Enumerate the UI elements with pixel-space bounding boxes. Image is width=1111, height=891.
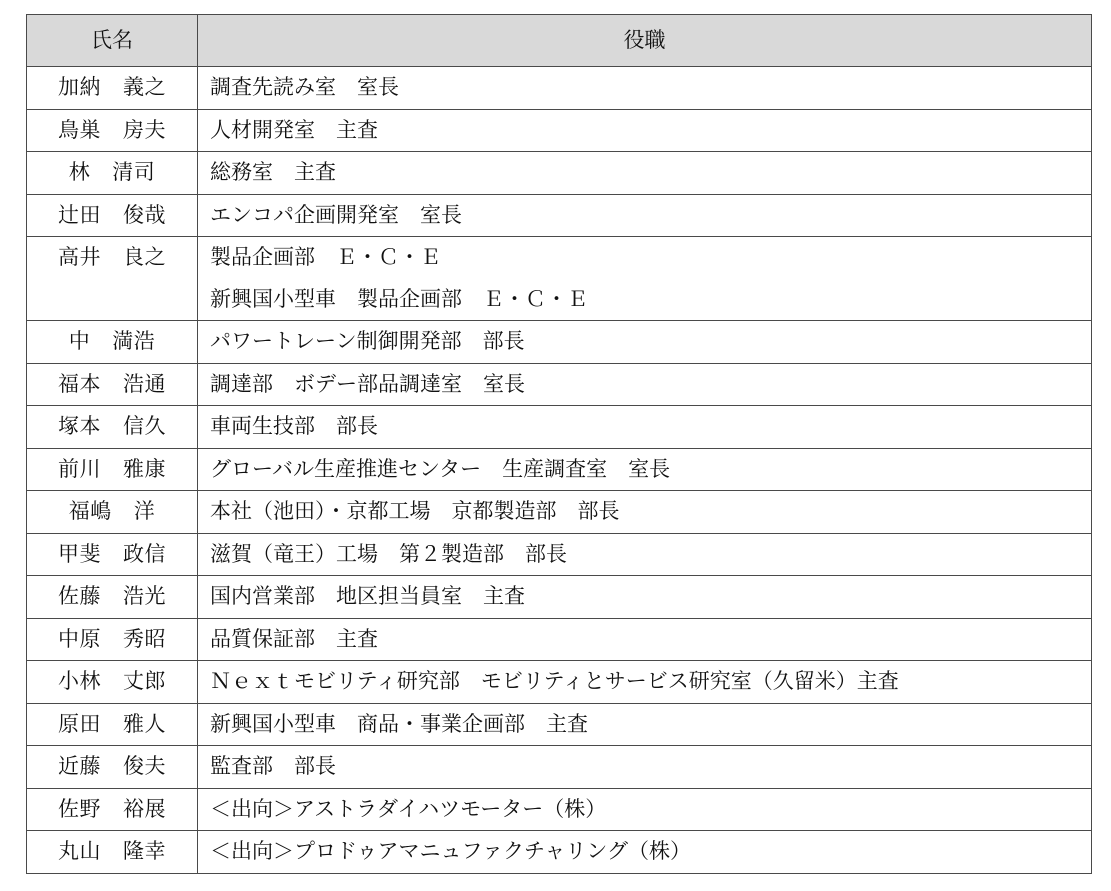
table-row	[27, 533, 1092, 576]
person-name-cell	[27, 618, 198, 661]
role-cell	[198, 152, 1092, 195]
surname: 高井	[58, 245, 101, 269]
role-cell	[198, 448, 1092, 491]
person-name-cell	[27, 194, 198, 237]
role-cell	[198, 237, 1092, 321]
role-line: 総務室 主査	[210, 160, 336, 184]
header-row	[27, 15, 1092, 67]
surname: 林	[68, 160, 91, 184]
role-line: 製品企画部 Ｅ・Ｃ・Ｅ	[210, 245, 441, 269]
given-name: 浩通	[123, 371, 166, 396]
given-name: 俊哉	[123, 202, 166, 227]
role-cell	[198, 321, 1092, 364]
role-line: 車両生技部 部長	[210, 414, 378, 438]
table-row	[27, 363, 1092, 406]
role-line: エンコパ企画開発室 室長	[210, 202, 462, 227]
surname: 甲斐	[58, 541, 101, 566]
role-cell	[198, 788, 1092, 831]
given-name: 雅人	[123, 711, 166, 736]
table-row	[27, 491, 1092, 534]
person-name-cell	[27, 703, 198, 746]
role-line: 滋賀（竜王）工場 第２製造部 部長	[210, 541, 567, 566]
role-line: 監査部 部長	[210, 754, 336, 778]
given-name: 秀昭	[123, 626, 166, 651]
role-cell	[198, 194, 1092, 237]
table-row	[27, 67, 1092, 110]
given-name: 裕展	[123, 796, 166, 821]
surname: 丸山	[58, 839, 101, 863]
surname: 佐野	[58, 796, 101, 821]
person-name-cell	[27, 576, 198, 619]
given-name: 信久	[123, 414, 166, 438]
surname: 小林	[58, 669, 101, 693]
role-line: 新興国小型車 製品企画部 Ｅ・Ｃ・Ｅ	[210, 286, 588, 311]
role-cell	[198, 406, 1092, 449]
role-line: 品質保証部 主査	[210, 626, 378, 651]
table-row	[27, 746, 1092, 789]
person-name-cell	[27, 109, 198, 152]
role-cell	[198, 533, 1092, 576]
role-cell	[198, 661, 1092, 704]
role-line: Ｎｅｘｔモビリティ研究部 モビリティとサービス研究室（久留米）主査	[210, 669, 899, 693]
person-name-cell	[27, 321, 198, 364]
given-name: 俊夫	[123, 754, 166, 778]
given-name: 政信	[123, 541, 166, 566]
header-role: 役職	[198, 15, 1092, 67]
role-line: 調達部 ボデー部品調達室 室長	[210, 371, 525, 396]
given-name: 浩光	[123, 584, 166, 608]
table-row	[27, 618, 1092, 661]
role-line: パワートレーン制御開発部 部長	[210, 329, 525, 353]
role-line: 人材開発室 主査	[210, 117, 378, 142]
surname: 前川	[58, 456, 101, 481]
table-row	[27, 831, 1092, 874]
surname: 原田	[58, 711, 101, 736]
given-name: 清司	[112, 160, 156, 184]
personnel-table	[26, 14, 1092, 874]
person-name-cell	[27, 67, 198, 110]
person-name-cell	[27, 746, 198, 789]
role-line: 新興国小型車 商品・事業企画部 主査	[210, 711, 588, 736]
given-name: 良之	[123, 245, 166, 269]
person-name-cell	[27, 533, 198, 576]
surname: 辻田	[58, 202, 101, 227]
table-row	[27, 321, 1092, 364]
given-name: 洋	[133, 499, 156, 523]
person-name-cell	[27, 788, 198, 831]
given-name: 隆幸	[123, 839, 166, 863]
personnel-table-container	[26, 14, 1091, 874]
surname: 塚本	[58, 414, 101, 438]
surname: 中	[68, 329, 91, 353]
role-cell	[198, 109, 1092, 152]
table-row	[27, 406, 1092, 449]
given-name: 義之	[123, 75, 166, 99]
role-line: ＜出向＞プロドゥアマニュファクチャリング（株）	[210, 839, 692, 863]
table-row	[27, 152, 1092, 195]
role-cell	[198, 363, 1092, 406]
given-name: 丈郎	[123, 669, 166, 693]
role-cell	[198, 618, 1092, 661]
given-name: 満浩	[112, 329, 156, 353]
surname: 近藤	[58, 754, 101, 778]
surname: 福嶋	[68, 499, 112, 523]
table-body	[27, 67, 1092, 874]
table-row	[27, 109, 1092, 152]
table-row	[27, 788, 1092, 831]
role-line: 本社（池田）・京都工場 京都製造部 部長	[210, 499, 620, 523]
person-name-cell	[27, 831, 198, 874]
given-name: 雅康	[123, 456, 166, 481]
surname: 福本	[58, 371, 101, 396]
role-cell	[198, 576, 1092, 619]
table-row	[27, 448, 1092, 491]
role-line: 調査先読み室 室長	[210, 75, 399, 99]
table-row	[27, 194, 1092, 237]
person-name-cell	[27, 491, 198, 534]
person-name-cell	[27, 661, 198, 704]
person-name-cell	[27, 152, 198, 195]
role-cell	[198, 831, 1092, 874]
person-name-cell	[27, 237, 198, 321]
person-name-cell	[27, 406, 198, 449]
role-line: ＜出向＞アストラダイハツモーター（株）	[210, 796, 607, 821]
role-line: グローバル生産推進センター 生産調査室 室長	[210, 456, 671, 481]
role-cell	[198, 746, 1092, 789]
person-name-cell	[27, 448, 198, 491]
surname: 佐藤	[58, 584, 101, 608]
given-name: 房夫	[123, 117, 166, 142]
table-row	[27, 576, 1092, 619]
table-row	[27, 661, 1092, 704]
table-row	[27, 237, 1092, 321]
header-name: 氏名	[27, 15, 198, 67]
table-row	[27, 703, 1092, 746]
role-line: 国内営業部 地区担当員室 主査	[210, 584, 525, 608]
surname: 加納	[58, 75, 101, 99]
surname: 中原	[58, 626, 101, 651]
role-cell	[198, 703, 1092, 746]
surname: 鳥巣	[58, 117, 101, 142]
role-cell	[198, 67, 1092, 110]
role-cell	[198, 491, 1092, 534]
person-name-cell	[27, 363, 198, 406]
